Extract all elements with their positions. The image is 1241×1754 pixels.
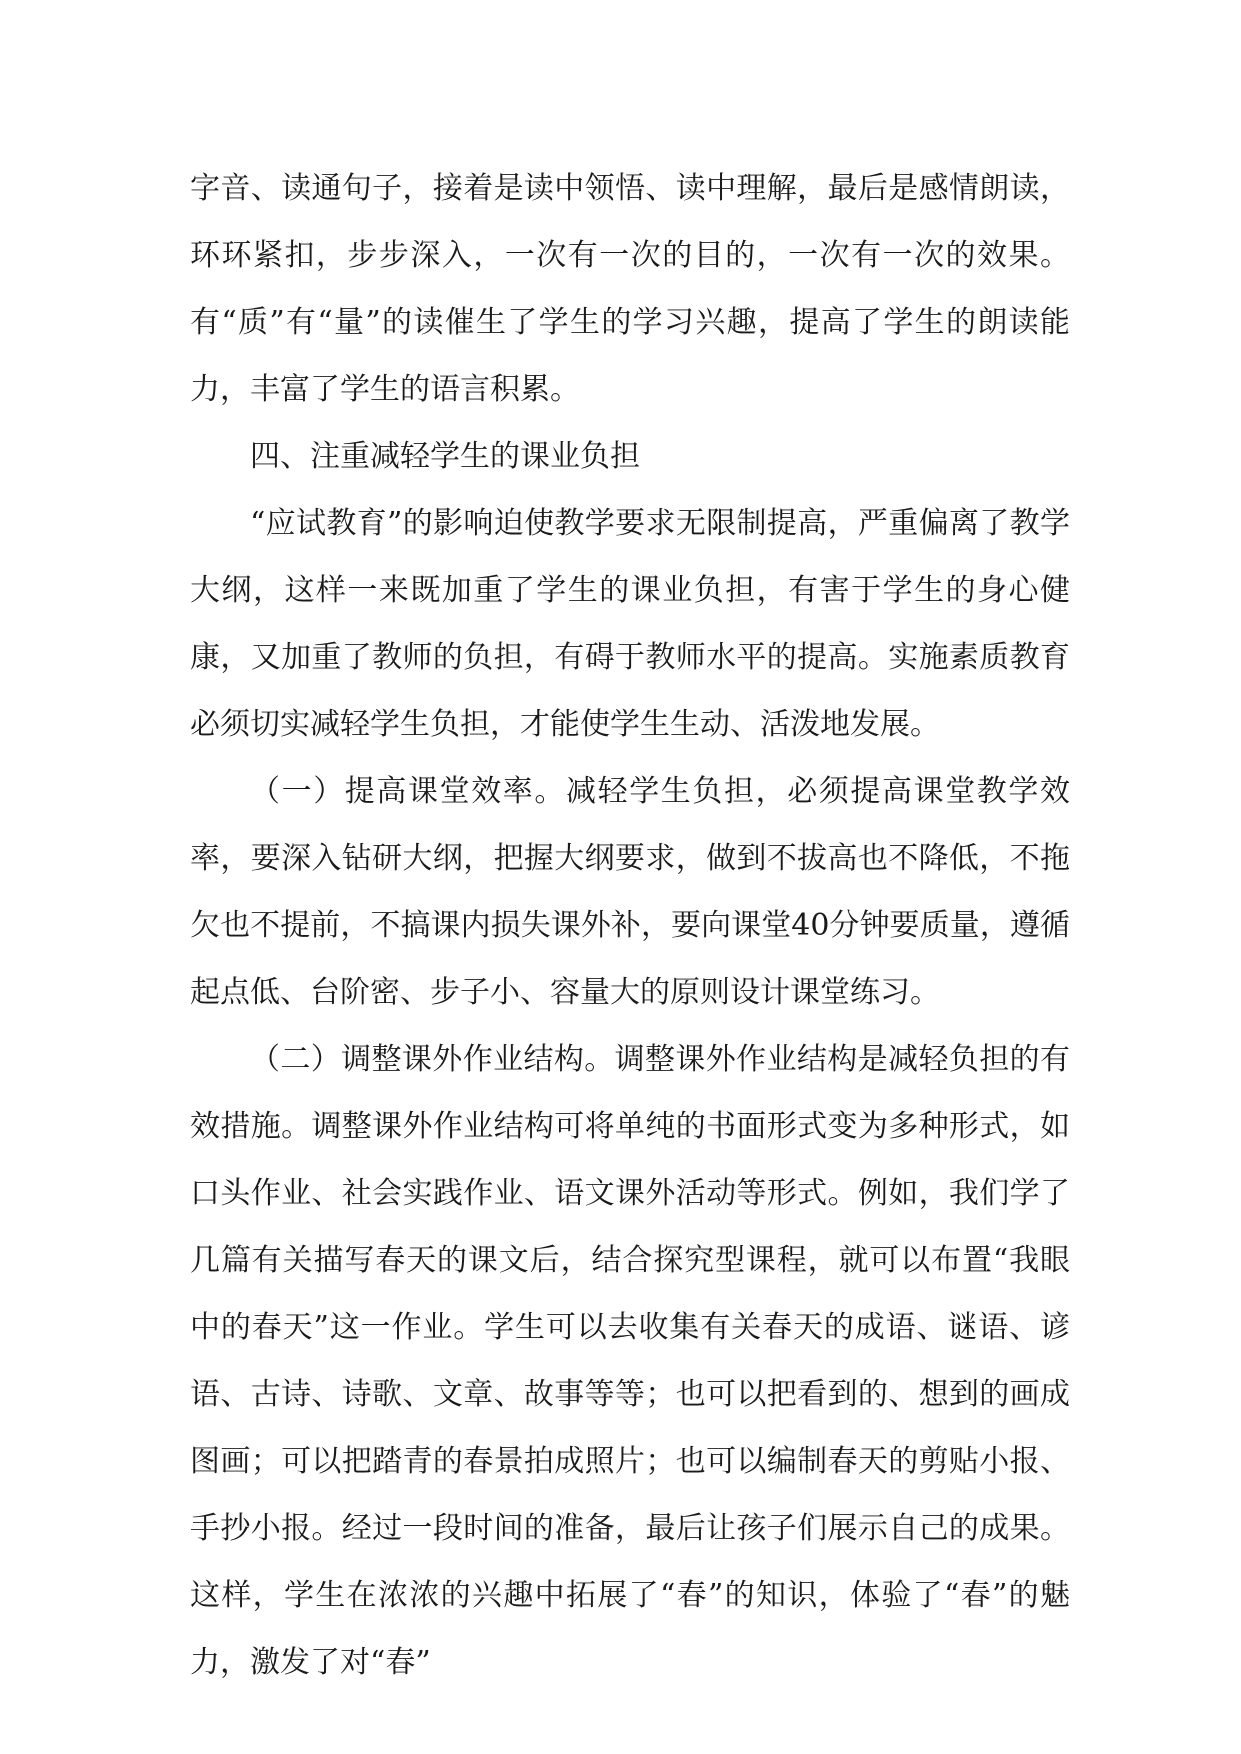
paragraph-exam-oriented-education: “应试教育”的影响迫使教学要求无限制提高，严重偏离了教学大纲，这样一来既加重了学生的课业负担，有害于学生的身心健康，又加重了教师的负担，有碍于教师水平的提高。实施素质教育必须切实减轻学生负担，才能使学生生动、活泼地发展。	[190, 506, 1070, 742]
paragraph-adjust-homework-structure: （二）调整课外作业结构。调整课外作业结构是减轻负担的有效措施。调整课外作业结构可将单纯的书面形式变为多种形式，如口头作业、社会实践作业、语文课外活动等形式。例如，我们学了几篇有关描写春天的课文后，结合探究型课程，就可以布置“我眼中的春天”这一作业。学生可以去收集有关春天的成语、谜语、谚语、古诗、诗歌、文章、故事等等；也可以把看到的、想到的画成图画；可以把踏青的春景拍成照片；也可以编制春天的剪贴小报、手抄小报。经过一段时间的准备，最后让孩子们展示自己的成果。这样，学生在浓浓的兴趣中拓展了“春”的知识，体验了“春”的魅力，激发了对“春”	[190, 1042, 1070, 1680]
document-body	[190, 155, 1070, 1696]
paragraph-continuation: 字音、读通句子，接着是读中领悟、读中理解，最后是感情朗读，环环紧扣，步步深入，一次有一次的目的，一次有一次的效果。有“质”有“量”的读催生了学生的学习兴趣，提高了学生的朗读能力，丰富了学生的语言积累。	[190, 171, 1070, 407]
section-heading: 四、注重减轻学生的课业负担	[250, 439, 640, 474]
paragraph-improve-classroom-efficiency: （一）提高课堂效率。减轻学生负担，必须提高课堂教学效率，要深入钻研大纲，把握大纲要求，做到不拔高也不降低，不拖欠也不提前，不搞课内损失课外补，要向课堂40分钟要质量，遵循起点低、台阶密、步子小、容量大的原则设计课堂练习。	[190, 774, 1070, 1010]
